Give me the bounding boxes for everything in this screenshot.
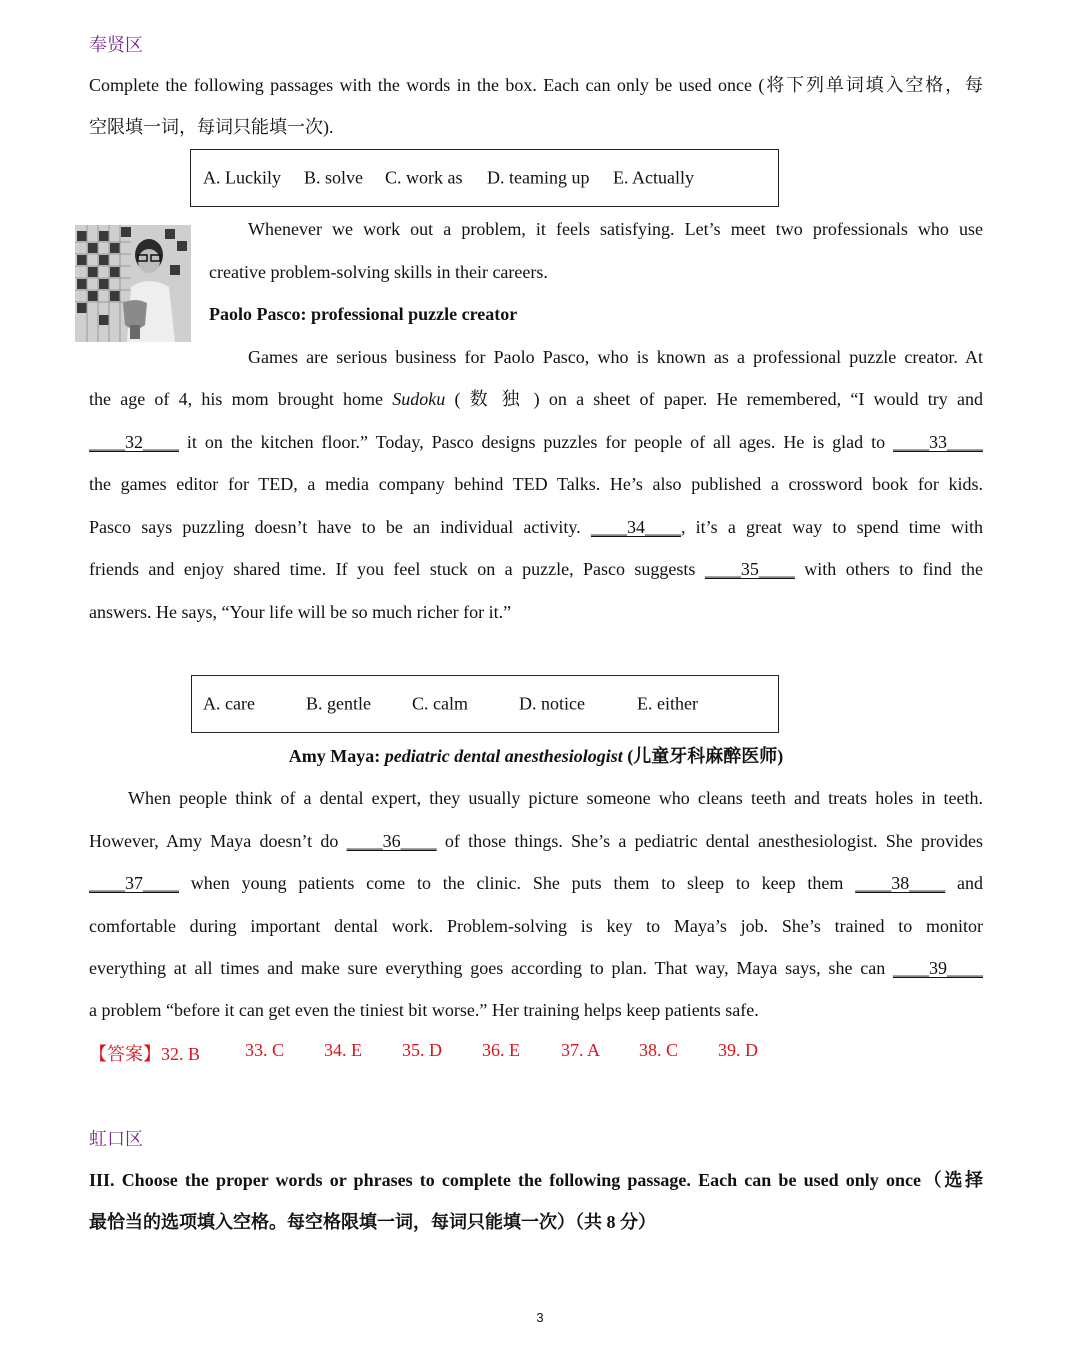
- passage2-line-4: comfortable during important dental work. Problem-solving is key to Maya’s job. She’s trained to monitor: [89, 916, 983, 936]
- word-box-1-option: E. Actually: [613, 167, 694, 188]
- passage2-line-5: [89, 956, 983, 980]
- heading-title: pediatric dental anesthesiologist: [384, 746, 623, 766]
- instruction-line-1: Complete the following passages with the words in the box. Each can only be used once (将下列单词填入空格，每: [89, 75, 983, 95]
- intro-line-1: Whenever we work out a problem, it feels satisfying. Let’s meet two professionals who use: [248, 219, 983, 239]
- heading-name: Amy Maya:: [288, 746, 385, 766]
- section2-instruction-line-1: III. Choose the proper words or phrases to complete the following passage. Each can be used only once（选择: [89, 1170, 983, 1190]
- passage2-text: everything at all times and make sure everything goes according to plan. That way, Maya says, she can: [89, 958, 893, 978]
- word-box-1-option: A. Luckily: [203, 167, 281, 188]
- heading-amy-maya: [89, 744, 983, 768]
- answer-item: 37. A: [561, 1040, 601, 1060]
- word-box-2-option: A. care: [203, 693, 255, 714]
- word-box-1-option: D. teaming up: [487, 167, 590, 188]
- word-box-1: [190, 149, 779, 207]
- blank-37: ____37____: [89, 873, 179, 893]
- answer-item: 33. C: [245, 1040, 285, 1060]
- passage2-text: when young patients come to the clinic. She puts them to sleep to keep them: [179, 873, 856, 893]
- word-box-1-option: C. work as: [385, 167, 463, 188]
- blank-34: ____34____: [590, 517, 681, 537]
- sudoku-term: Sudoku: [392, 389, 446, 409]
- passage1-text: the age of 4, his mom brought home: [89, 389, 393, 409]
- word-box-2: [191, 675, 779, 733]
- word-box-1-option: B. solve: [304, 167, 364, 188]
- word-box-2-option: B. gentle: [306, 693, 371, 714]
- instruction-line-2: 空限填一词，每词只能填一次).: [89, 117, 334, 137]
- passage1-line-1: Games are serious business for Paolo Pasco, who is known as a professional puzzle creator. At: [248, 347, 983, 367]
- passage1-line-4: the games editor for TED, a media company behind TED Talks. He’s also published a crossword book for kids.: [89, 474, 983, 494]
- passage2-line-6: a problem “before it can get even the tiniest bit worse.” Her training helps keep patients safe.: [89, 1000, 759, 1020]
- passage1-line-7: answers. He says, “Your life will be so much richer for it.”: [89, 602, 512, 622]
- passage1-line-6: [89, 557, 983, 581]
- answer-item: 39. D: [718, 1040, 758, 1060]
- word-box-2-option: C. calm: [412, 693, 468, 714]
- puzzle-creator-photo: [75, 225, 191, 342]
- passage1-text: friends and enjoy shared time. If you feel stuck on a puzzle, Pasco suggests: [89, 559, 705, 579]
- answer-item: 35. D: [402, 1040, 442, 1060]
- passage1-text: ( 数 独 ) on a sheet of paper. He remembered, “I would try and: [445, 389, 983, 409]
- passage2-line-3: [89, 871, 983, 895]
- word-box-2-option: E. either: [637, 693, 698, 714]
- passage2-line-1: When people think of a dental expert, they usually picture someone who cleans teeth and treats holes in teeth.: [128, 788, 983, 808]
- blank-33: ____33____: [893, 432, 983, 452]
- word-box-2-option: D. notice: [519, 693, 585, 714]
- photo-illustration: [75, 225, 191, 342]
- passage2-text: and: [945, 873, 983, 893]
- answer-item: 36. E: [482, 1040, 520, 1060]
- blank-36: ____36____: [346, 831, 437, 851]
- district-label-hongkou: 虹口区: [89, 1129, 143, 1149]
- passage1-text: Pasco says puzzling doesn’t have to be an individual activity.: [89, 517, 591, 537]
- heading-chinese: (儿童牙科麻醉医师): [622, 746, 784, 766]
- passage1-text: it on the kitchen floor.” Today, Pasco designs puzzles for people of all ages. He is glad to: [179, 432, 893, 452]
- passage1-line-2: [89, 387, 983, 411]
- passage2-text: However, Amy Maya doesn’t do: [89, 831, 347, 851]
- answer-item: 【答案】32. B: [89, 1044, 201, 1064]
- passage1-line-5: [89, 515, 983, 539]
- passage2-text: of those things. She’s a pediatric dental anesthesiologist. She provides: [436, 831, 984, 851]
- heading-paolo-pasco: Paolo Pasco: professional puzzle creator: [209, 304, 518, 324]
- answer-item: 38. C: [639, 1040, 679, 1060]
- blank-39: ____39____: [893, 958, 983, 978]
- section2-instruction-line-2: 最恰当的选项填入空格。每空格限填一词，每词只能填一次）（共 8 分）: [89, 1212, 656, 1232]
- passage2-line-2: [89, 829, 983, 853]
- passage1-line-3: [89, 430, 983, 454]
- passage1-text: , it’s a great way to spend time with: [680, 517, 984, 537]
- blank-32: ____32____: [89, 432, 179, 452]
- blank-38: ____38____: [855, 873, 946, 893]
- answer-item: 34. E: [324, 1040, 362, 1060]
- intro-line-2: creative problem-solving skills in their careers.: [209, 262, 548, 282]
- page-number: 3: [536, 1310, 544, 1325]
- blank-35: ____35____: [704, 559, 795, 579]
- passage1-text: with others to find the: [794, 559, 983, 579]
- district-label-fengxian: 奉贤区: [89, 35, 143, 55]
